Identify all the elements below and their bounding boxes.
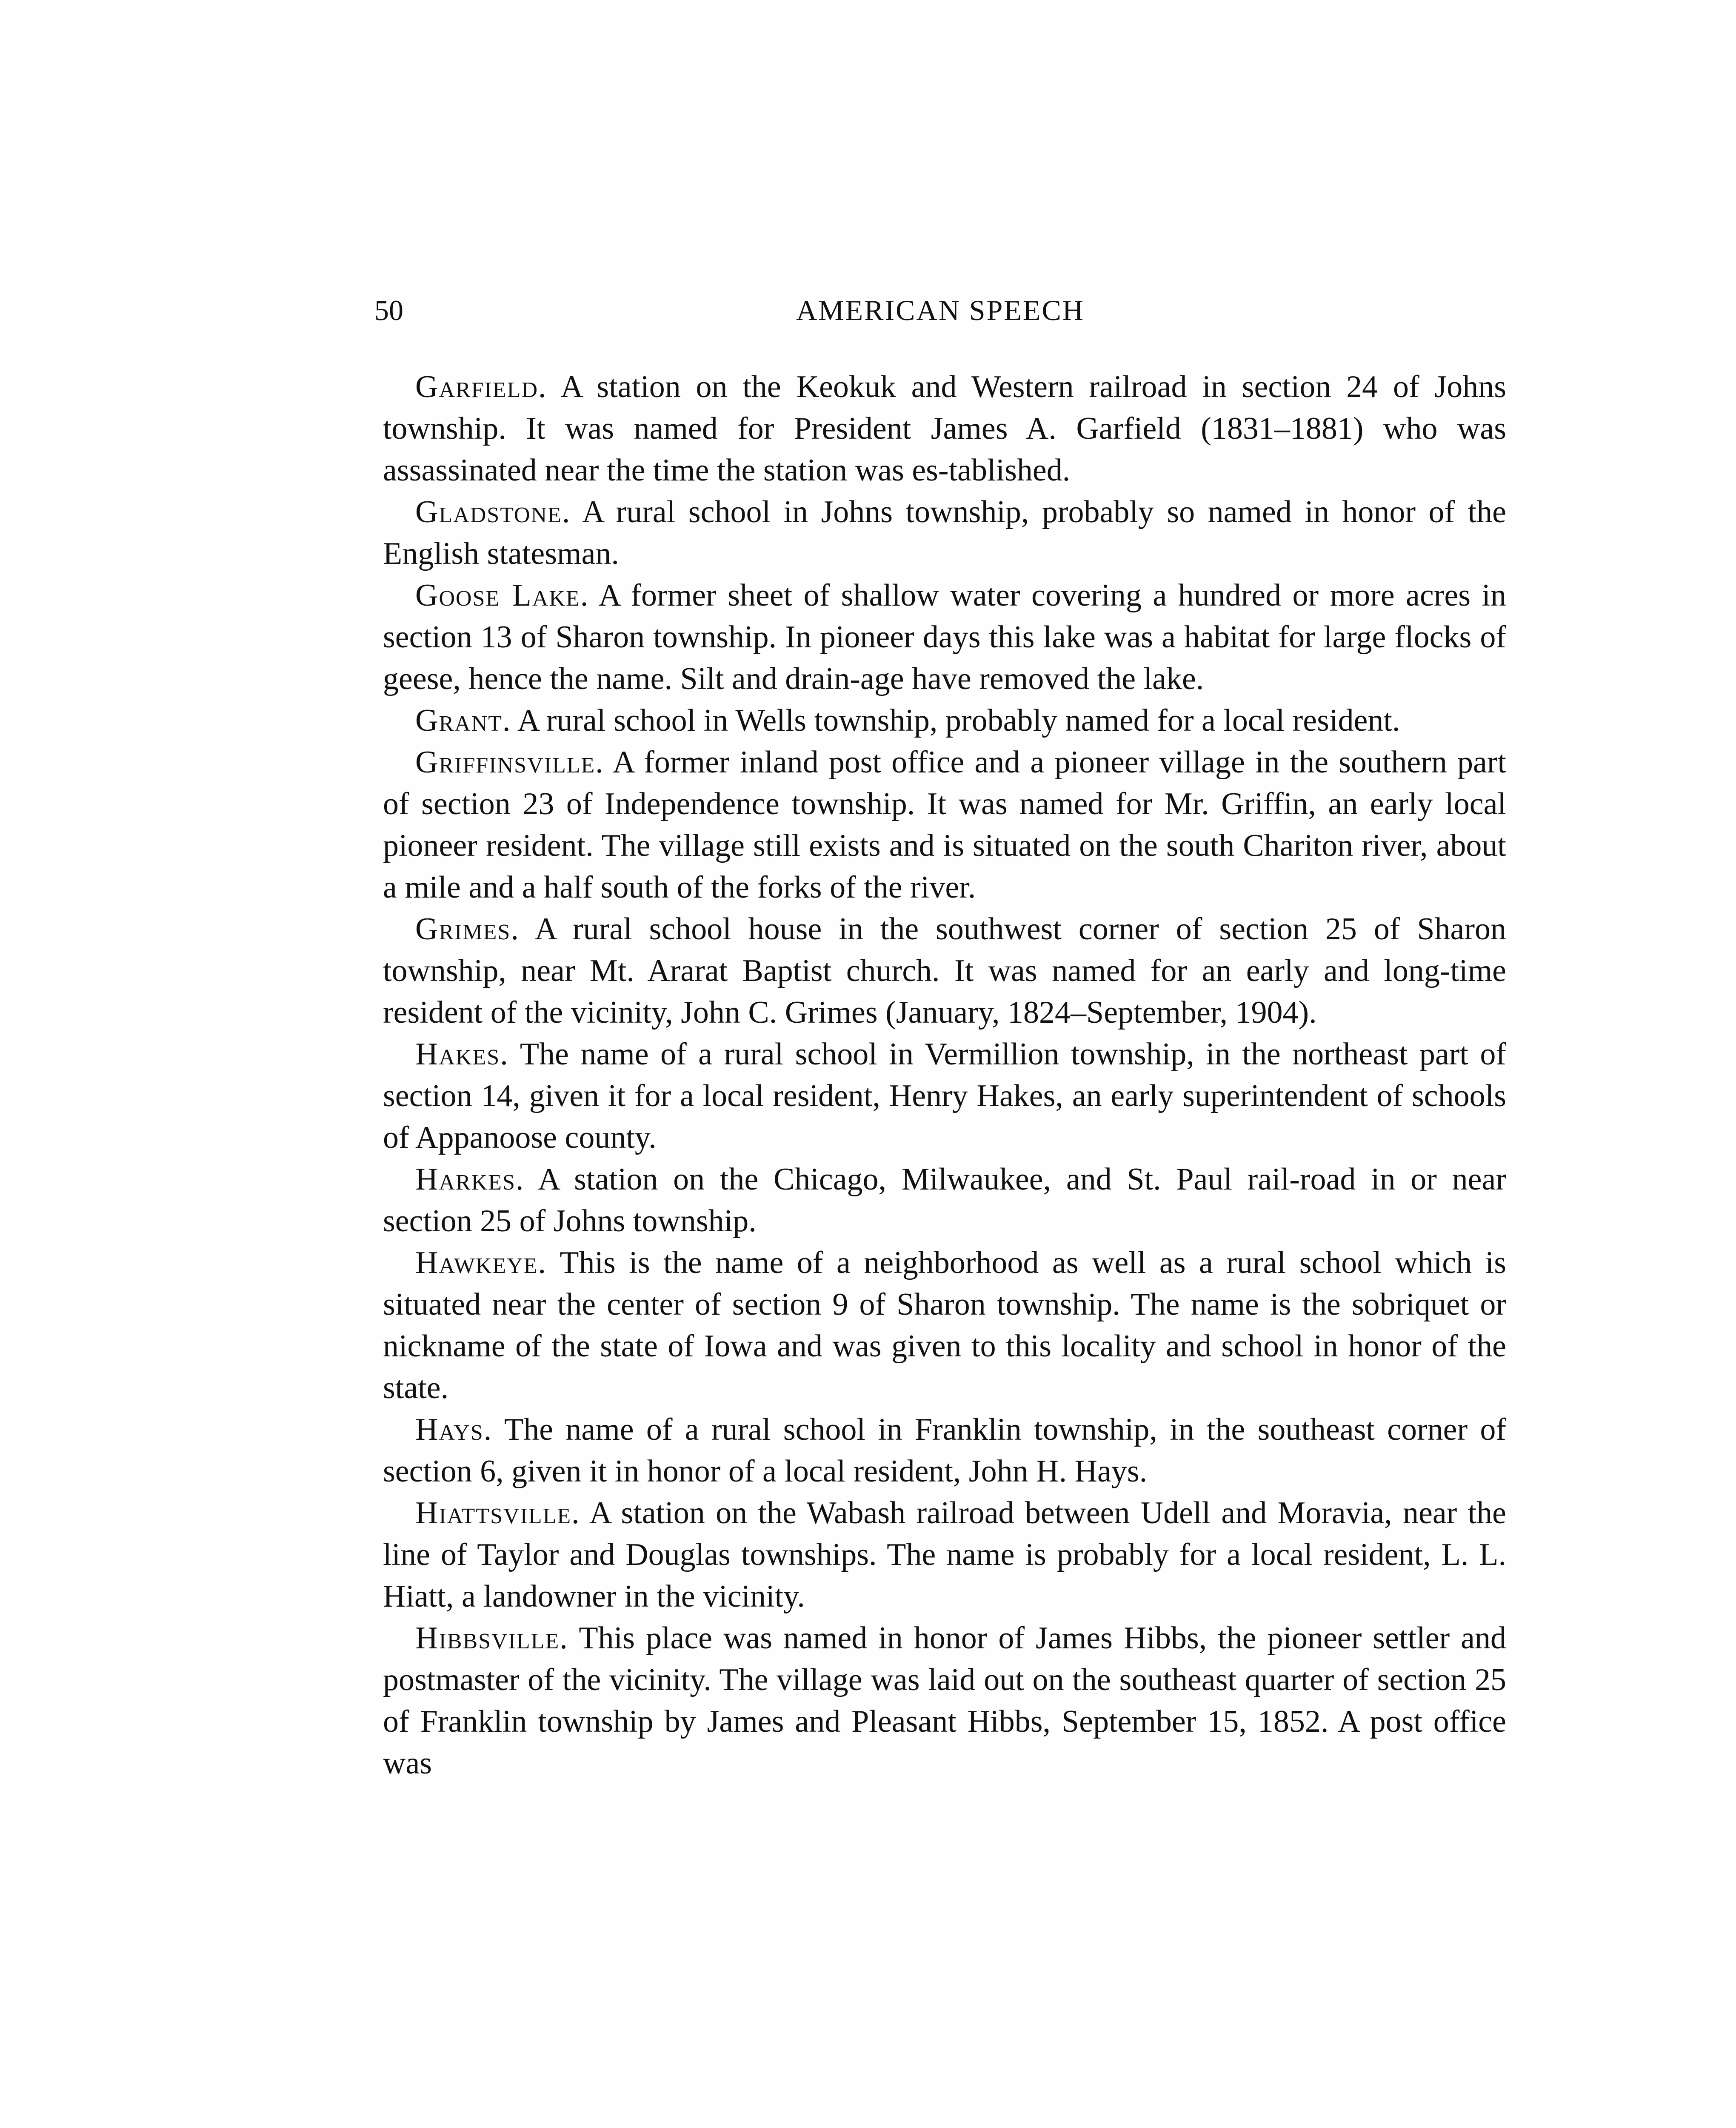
headword: Harkes. xyxy=(415,1162,525,1197)
headword: Griffinsville. xyxy=(415,745,604,780)
headword: Hibbsville. xyxy=(415,1621,568,1656)
headword: Goose Lake. xyxy=(415,578,589,613)
entry-hays xyxy=(383,1409,1506,1492)
entry-hakes xyxy=(383,1033,1506,1158)
journal-title: AMERICAN SPEECH xyxy=(796,294,1085,326)
headword: Hays. xyxy=(415,1412,493,1447)
headword: Grimes. xyxy=(415,912,520,947)
entry-grimes xyxy=(383,908,1506,1033)
entry-text: The name of a rural school in Vermillion township, in the northeast part of section 14, given it for a local resident, Henry Hakes, an early superintendent of schools of Appanoose county. xyxy=(383,1037,1506,1155)
headword: Hakes. xyxy=(415,1037,509,1072)
entry-grant xyxy=(383,700,1506,741)
entry-griffinsville xyxy=(383,741,1506,908)
entry-hibbsville xyxy=(383,1617,1506,1784)
entry-garfield xyxy=(383,366,1506,491)
headword: Hiattsville. xyxy=(415,1496,580,1530)
entry-text: A rural school in Johns township, probably so named in honor of the English statesman. xyxy=(383,495,1506,571)
entry-text: A rural school house in the southwest corner of section 25 of Sharon township, near Mt. Ararat Baptist church. It was named for an early and long-time resident of the vicinity, John C. Grimes (January, 1824–September, 1904). xyxy=(383,912,1506,1030)
headword: Garfield. xyxy=(415,369,547,404)
entry-text: A former sheet of shallow water covering a hundred or more acres in section 13 of Sharon township. In pioneer days this lake was a habitat for large flocks of geese, hence the name. Silt and drain-age have removed the lake. xyxy=(383,578,1506,696)
entry-text: A station on the Keokuk and Western railroad in section 24 of Johns township. It was named for President James A. Garfield (1831–1881) who was assassinated near the time the station was es-tablished. xyxy=(383,369,1506,488)
running-head xyxy=(374,294,1506,332)
headword: Gladstone. xyxy=(415,495,571,529)
page-number: 50 xyxy=(374,294,403,326)
dictionary-text xyxy=(383,366,1506,1784)
entry-text: A station on the Wabash railroad between Udell and Moravia, near the line of Taylor and Douglas townships. The name is probably for a local resident, L. L. Hiatt, a landowner in the vicinity. xyxy=(383,1496,1506,1614)
entry-hiattsville xyxy=(383,1492,1506,1617)
entry-text: A station on the Chicago, Milwaukee, and St. Paul rail-road in or near section 25 of Johns township. xyxy=(383,1162,1506,1238)
headword: Hawkeye. xyxy=(415,1245,547,1280)
entry-text: This place was named in honor of James Hibbs, the pioneer settler and postmaster of the vicinity. The village was laid out on the southeast quarter of section 25 of Franklin township by James and Pleasant Hibbs, September 15, 1852. A post office was xyxy=(383,1621,1506,1781)
headword: Grant. xyxy=(415,703,511,738)
entry-text: A rural school in Wells township, probably named for a local resident. xyxy=(517,703,1400,738)
entry-goose-lake xyxy=(383,575,1506,700)
entry-text: The name of a rural school in Franklin township, in the southeast corner of section 6, given it in honor of a local resident, John H. Hays. xyxy=(383,1412,1506,1489)
entry-text: This is the name of a neighborhood as well as a rural school which is situated near the center of section 9 of Sharon township. The name is the sobriquet or nickname of the state of Iowa and was given to this locality and school in honor of the state. xyxy=(383,1245,1506,1405)
entry-gladstone xyxy=(383,491,1506,575)
entry-text: A former inland post office and a pioneer village in the southern part of section 23 of Independence township. It was named for Mr. Griffin, an early local pioneer resident. The village still exists and is situated on the south Chariton river, about a mile and a half south of the forks of the river. xyxy=(383,745,1507,905)
entry-harkes xyxy=(383,1158,1506,1242)
entry-hawkeye xyxy=(383,1242,1506,1409)
